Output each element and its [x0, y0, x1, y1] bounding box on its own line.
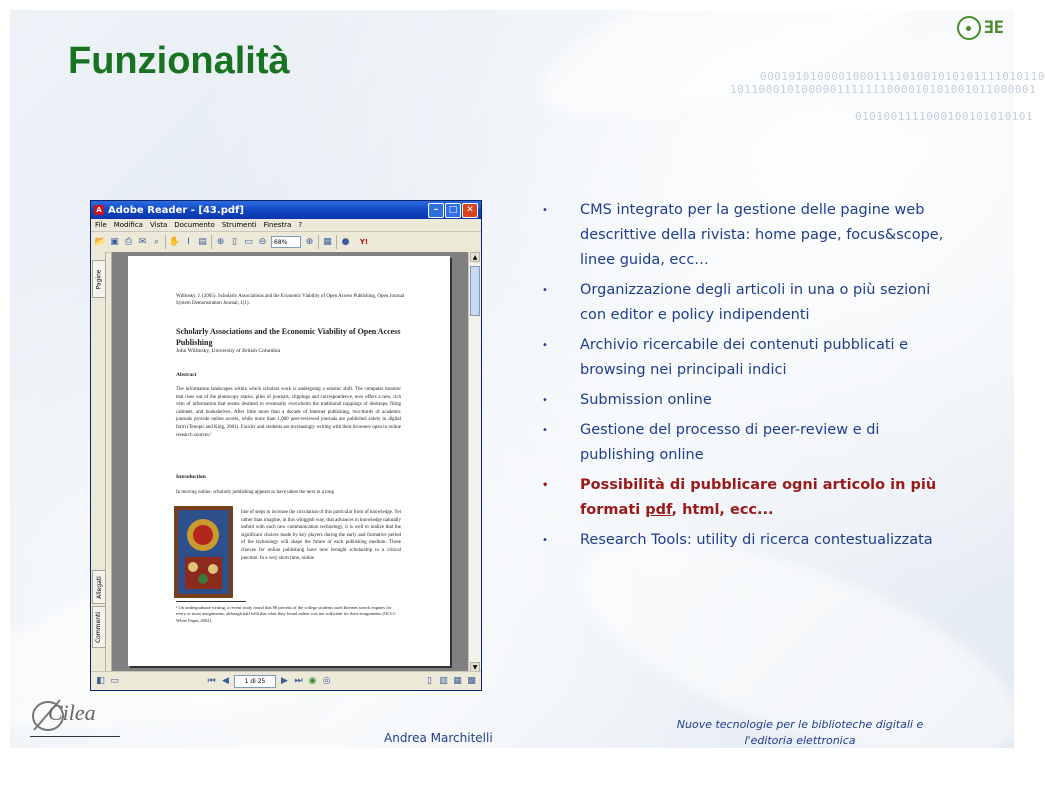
email-icon[interactable]: ✉	[138, 237, 147, 247]
page-citation: Willinsky, J. (2005). Scholarly Associations and the Economic Viability of Open Access Publishing, Open Journal System Demonstration Journal, 1(1).	[176, 294, 405, 306]
window-titlebar[interactable]	[91, 201, 481, 219]
save-icon[interactable]: ▣	[110, 237, 119, 247]
scroll-thumb[interactable]	[470, 266, 480, 316]
adobe-reader-window	[90, 200, 482, 691]
page-abstract-text: The information landscapes within which scholars work is undergoing a seismic shift. The computer monitor that rises out of the photocopy stacks, piles of journals, clippings and correspondence, now offers a new, rich vein of information that seems destined to eventually overwhelm the traditional trappings of desktops, filing cabinets, and bookshelves. After little more than a decade of Internet publishing, two-thirds of academic journals provide online access, while more than 1,000 peer-reviewed journals are published solely in digital form (Tenopir and King, 2001). Faculty and students are increasingly writing with their browsers open to online research sources.¹	[176, 387, 401, 438]
minimize-button[interactable]: –	[428, 203, 444, 218]
search-icon[interactable]: ⌕	[153, 237, 160, 247]
bullet-icon: •	[542, 285, 548, 296]
go-back-icon[interactable]: ◉	[308, 676, 317, 686]
zoom-level-field[interactable]: 68%	[271, 236, 301, 248]
page-layout-icon[interactable]: ▦	[323, 237, 332, 247]
hand-tool-icon[interactable]: ✋	[168, 237, 181, 247]
page-footnote: ¹ On undergraduate writing, a recent study found that 80 percent of the college students used Internet search engines for every or most assignments, although half held that what they found online was not sufficient for their assignments (OCLC White Paper, 2002).	[176, 605, 397, 623]
navigation-pane	[91, 252, 106, 672]
open-icon[interactable]: 📂	[94, 237, 107, 247]
bullet-icon: •	[542, 425, 548, 436]
menu-modifica[interactable]: Modifica	[113, 221, 143, 229]
footnote-rule	[176, 601, 246, 602]
page-number-field[interactable]: 1 di 25	[234, 675, 276, 688]
list-item: • Submission online	[540, 388, 950, 413]
pdf-link[interactable]: pdf	[645, 502, 672, 518]
fit-width-icon[interactable]: ▭	[244, 237, 253, 247]
menu-file[interactable]: File	[95, 221, 107, 229]
list-item: • Organizzazione degli articoli in una o più sezioni con editor e policy indipendenti	[540, 278, 950, 328]
footer-subtitle: Nuove tecnologie per le biblioteche digitali e l'editoria elettronica	[676, 718, 924, 747]
menu-strumenti[interactable]: Strumenti	[221, 221, 257, 229]
tab-commenti[interactable]: Commenti	[92, 606, 106, 648]
select-text-icon[interactable]: I	[187, 237, 190, 247]
slide	[10, 10, 1045, 748]
bullet-icon: •	[542, 535, 548, 546]
continuous-facing-icon[interactable]: ▩	[467, 676, 476, 686]
close-button[interactable]: ✕	[462, 203, 478, 218]
slide-title: Funzionalità	[68, 40, 290, 82]
yahoo-search-icon[interactable]: Y!	[359, 238, 369, 246]
toolbar-separator	[318, 235, 319, 249]
facing-icon[interactable]: ▦	[453, 676, 462, 686]
toolbar	[91, 232, 481, 253]
next-page-icon[interactable]: ▶	[281, 676, 288, 686]
bullet-icon: •	[542, 395, 548, 406]
document-area[interactable]	[111, 252, 469, 672]
bullet-icon: •	[542, 340, 548, 351]
page-thumb-icon[interactable]: ▭	[110, 676, 119, 686]
footer-author: Andrea Marchitelli	[384, 731, 493, 745]
cilea-logo	[30, 694, 120, 737]
last-page-icon[interactable]: ⏭	[294, 676, 303, 686]
continuous-icon[interactable]: ▥	[439, 676, 448, 686]
menu-vista[interactable]: Vista	[149, 221, 168, 229]
zoom-tool-icon[interactable]: ⊕	[216, 237, 225, 247]
bullet-icon: •	[542, 205, 548, 216]
page-abstract-heading: Abstract	[176, 372, 197, 378]
page-introduction-heading: Introduction	[176, 474, 206, 480]
tab-allegati[interactable]: Allegati	[92, 570, 106, 604]
page-author: John Willinsky, University of British Columbia	[176, 348, 281, 354]
menu-help[interactable]: ?	[298, 221, 303, 229]
logo-mark: ƎE	[983, 18, 1004, 38]
window-title: Adobe Reader - [43.pdf]	[108, 204, 244, 216]
snapshot-icon[interactable]: ▤	[198, 237, 207, 247]
vertical-scrollbar[interactable]	[468, 252, 481, 672]
feature-list	[540, 198, 950, 558]
single-page-icon[interactable]: ▯	[427, 676, 432, 686]
menu-documento[interactable]: Documento	[174, 221, 215, 229]
binary-decoration: 1011000101000001111111000010101001011000001	[730, 83, 1037, 96]
scroll-down-icon[interactable]: ▼	[470, 662, 480, 672]
page-introduction-lead: In moving online, scholarly publishing appears to have taken the next in a long	[176, 490, 335, 495]
reader-body	[91, 252, 481, 672]
logo-top-right	[957, 16, 1004, 40]
status-bar	[91, 671, 481, 690]
nav-pane-toggle-icon[interactable]: ◧	[96, 676, 105, 686]
list-item-highlighted: • Possibilità di pubblicare ogni articolo in più formati pdf, html, ecc...	[540, 473, 950, 523]
page-introduction-wrap: line of steps to increase the circulation of this particular form of knowledge. Yet rather than imagine, in this whiggish way, that advances in knowledge naturally unfold with each new communication technology, it is well to realize that the significant choices made by key players during the early and formative period of the technology will shape the future of each publishing medium. These choices for online publishing have now brought scholarship to a critical juncture. In a very short time, online	[241, 510, 401, 561]
first-page-icon[interactable]: ⏮	[207, 676, 216, 686]
zoom-out-icon[interactable]: ⊖	[258, 237, 267, 247]
toolbar-separator	[165, 235, 166, 249]
logo-circle-icon	[957, 16, 981, 40]
menu-finestra[interactable]: Finestra	[263, 221, 292, 229]
cilea-logo-text: Cilea	[48, 700, 96, 725]
page-article-title: Scholarly Associations and the Economic Viability of Open Access Publishing	[176, 327, 401, 348]
binary-decoration: 0001010100001000111101001010101111010110	[760, 70, 1045, 83]
help-icon[interactable]: ●	[341, 237, 350, 247]
toolbar-separator	[211, 235, 212, 249]
pdf-page	[128, 256, 450, 666]
print-icon[interactable]: ⎙	[124, 237, 133, 247]
bullet-icon: •	[542, 480, 549, 491]
maximize-button[interactable]: □	[445, 203, 461, 218]
scroll-up-icon[interactable]: ▲	[470, 252, 480, 262]
fit-page-icon[interactable]: ▯	[232, 237, 237, 247]
binary-decoration: 0101001111000100101010101	[855, 110, 1034, 123]
go-forward-icon[interactable]: ◎	[322, 676, 331, 686]
list-item: • Archivio ricercabile dei contenuti pubblicati e browsing nei principali indici	[540, 333, 950, 383]
illuminated-initial-image	[174, 506, 233, 598]
tab-pagine[interactable]: Pagine	[92, 260, 106, 298]
toolbar-separator	[336, 235, 337, 249]
previous-page-icon[interactable]: ◀	[222, 676, 229, 686]
list-item: • Gestione del processo di peer-review e di publishing online	[540, 418, 950, 468]
zoom-in-icon[interactable]: ⊕	[305, 237, 314, 247]
menu-bar	[91, 219, 481, 232]
list-item: • Research Tools: utility di ricerca contestualizzata	[540, 528, 950, 553]
adobe-app-icon: A	[94, 205, 104, 215]
list-item: • CMS integrato per la gestione delle pagine web descrittive della rivista: home page, focus&scope, linee guida, ecc…	[540, 198, 950, 273]
